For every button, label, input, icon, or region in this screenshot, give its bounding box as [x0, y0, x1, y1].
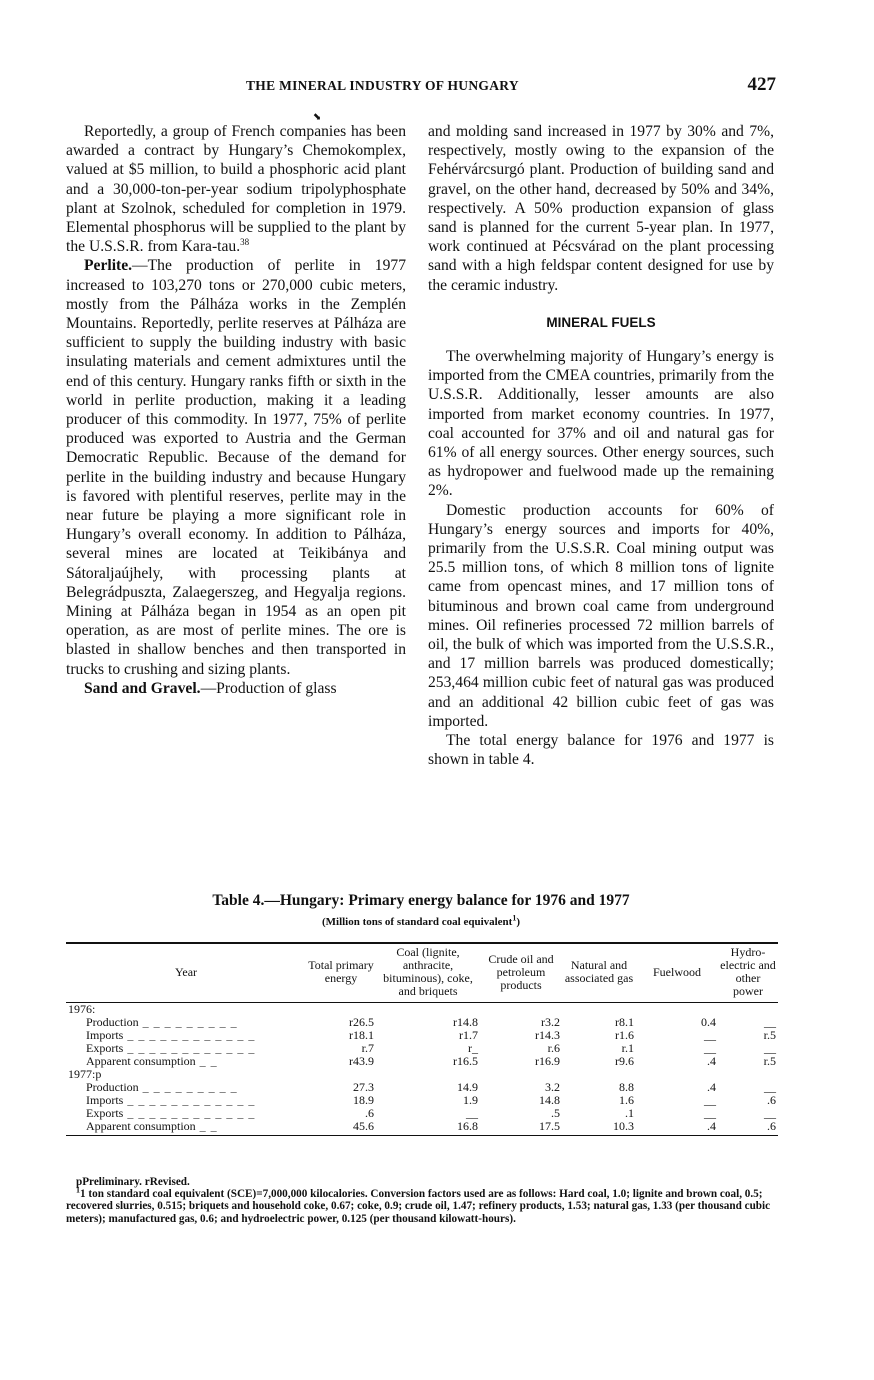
- paragraph-sand-continued: and molding sand increased in 1977 by 30% and 7%, respectively, mostly owing to the expansion of the Fehérvárcsurgó plant. Production of building sand and gravel, on the other hand, decreased by 50% and 34%, respectively. A 50% production expansion of glass sand is planned for the current 5-year plan. In 1977, work continued at Pécsvárad on the plant processing sand with a high feldspar content designed for use by the ceramic industry.: [428, 123, 774, 294]
- leader-dots: _ _: [195, 1119, 218, 1133]
- cell-crude: 17.5: [480, 1120, 562, 1136]
- col-header-fuelwood: Fuelwood: [636, 943, 718, 1003]
- cell-coal: __: [466, 1106, 478, 1120]
- sand-gravel-heading: Sand and Gravel.: [84, 679, 201, 697]
- cell-total: .6: [365, 1106, 374, 1120]
- cell-fuelwood: __: [704, 1028, 716, 1042]
- cell-fuelwood: 0.4: [701, 1015, 716, 1029]
- cell-coal: r1.7: [459, 1028, 478, 1042]
- cell-fuelwood: __: [704, 1041, 716, 1055]
- leader-dots: _ _ _ _ _ _ _ _ _: [138, 1015, 238, 1029]
- cell-crude: r16.9: [535, 1054, 560, 1068]
- leader-dots: _ _ _ _ _ _ _ _ _: [138, 1080, 238, 1094]
- table-subtitle: [66, 913, 776, 928]
- row-label: [66, 1055, 306, 1068]
- row-label-text: Imports: [86, 1028, 124, 1042]
- cell-fuelwood: .4: [707, 1054, 716, 1068]
- cell-hydro: __: [764, 1041, 776, 1055]
- reference-mark: 38: [240, 237, 250, 248]
- cell-crude: r3.2: [541, 1015, 560, 1029]
- cell-fuelwood: __: [704, 1106, 716, 1120]
- cell-hydro: .6: [718, 1120, 778, 1136]
- cell-crude: r.6: [547, 1041, 560, 1055]
- footnotes: [66, 1176, 778, 1225]
- cell-coal: 14.9: [457, 1080, 478, 1094]
- footnote-1: [66, 1185, 778, 1225]
- cell-gas: r8.1: [615, 1015, 634, 1029]
- cell-gas: r1.6: [615, 1028, 634, 1042]
- left-column: [66, 122, 406, 698]
- paragraph-text: —Production of glass: [200, 679, 337, 697]
- ornament-mark: ⬊: [313, 112, 322, 123]
- col-header-year: Year: [66, 943, 306, 1003]
- table-group-row: [66, 1003, 778, 1017]
- col-header-gas: Natural and associated gas: [562, 943, 636, 1003]
- leader-dots: _ _ _ _ _ _ _ _ _ _ _ _: [123, 1028, 256, 1042]
- cell-gas: 10.3: [562, 1120, 636, 1136]
- table-header-row: [66, 943, 778, 1003]
- paragraph-text: Reportedly, a group of French companies has been awarded a contract by Hungary’s Chemokomplex, valued at $5 million, to build a phosphoric acid plant and a 30,000-ton-per-year sodium tripolyphosphate plant at Szolnok, scheduled for completion in 1979. Elemental phosphorus will be supplied to the plant by the U.S.S.R. from Kara-tau.: [66, 123, 406, 256]
- perlite-heading: Perlite.: [84, 257, 133, 275]
- paragraph-energy-balance: The total energy balance for 1976 and 1977 is shown in table 4.: [428, 732, 774, 769]
- cell-total: r43.9: [349, 1054, 374, 1068]
- table-row: [66, 1055, 778, 1068]
- cell-total: r26.5: [349, 1015, 374, 1029]
- cell-coal: 16.8: [376, 1120, 480, 1136]
- row-label: [66, 1120, 306, 1136]
- footnote-symbols: pPreliminary. rRevised.: [76, 1176, 190, 1188]
- col-header-hydro: Hydro-electric and other power: [718, 943, 778, 1003]
- cell-coal: r16.5: [453, 1054, 478, 1068]
- col-header-coal: Coal (lignite, anthracite, bituminous), coke, and briquets: [376, 943, 480, 1003]
- cell-coal: r14.8: [453, 1015, 478, 1029]
- paragraph-perlite: [66, 256, 406, 678]
- cell-coal: 1.9: [463, 1093, 478, 1107]
- cell-gas: r9.6: [615, 1054, 634, 1068]
- row-label-text: Exports: [86, 1041, 124, 1055]
- cell-hydro: __: [764, 1106, 776, 1120]
- footnote-mark: 1: [512, 913, 517, 923]
- cell-total: r.7: [361, 1041, 374, 1055]
- cell-gas: 8.8: [619, 1080, 634, 1094]
- cell-gas: .1: [625, 1106, 634, 1120]
- table-subtitle-end: ): [516, 916, 521, 928]
- row-label-text: Apparent consumption: [86, 1119, 196, 1133]
- cell-total: 18.9: [353, 1093, 374, 1107]
- row-label-text: Apparent consumption: [86, 1054, 196, 1068]
- footnote-mark: 1: [76, 1185, 80, 1195]
- cell-crude: r14.3: [535, 1028, 560, 1042]
- cell-hydro: r.5: [763, 1028, 776, 1042]
- cell-fuelwood: .4: [707, 1080, 716, 1094]
- section-heading-mineral-fuels: MINERAL FUELS: [546, 314, 656, 330]
- cell-hydro: __: [764, 1080, 776, 1094]
- page-header: [66, 74, 776, 100]
- table-body: [66, 1003, 778, 1136]
- leader-dots: _ _: [195, 1054, 218, 1068]
- group-label: 1976:: [68, 1002, 96, 1016]
- row-label-text: Imports: [86, 1093, 124, 1107]
- cell-hydro: __: [764, 1015, 776, 1029]
- table-row: [66, 1120, 778, 1136]
- cell-gas: r.1: [621, 1041, 634, 1055]
- leader-dots: _ _ _ _ _ _ _ _ _ _ _ _: [123, 1106, 256, 1120]
- cell-total: r18.1: [349, 1028, 374, 1042]
- paragraph-energy-imports: The overwhelming majority of Hungary’s energy is imported from the CMEA countries, primarily from the U.S.S.R. Additionally, lesser amounts are also imported from market economy countries. In 1977, coal accounted for 37% and oil and natural gas for 61% of all energy sources. Other energy sources, such as hydropower and fuelwood made up the remaining 2%.: [428, 348, 774, 500]
- cell-crude: .5: [551, 1106, 560, 1120]
- row-label-text: Production: [86, 1015, 139, 1029]
- leader-dots: _ _ _ _ _ _ _ _ _ _ _ _: [123, 1093, 256, 1107]
- paragraph-sand-gravel: [66, 679, 406, 698]
- group-label: 1977:p: [68, 1067, 102, 1081]
- cell-coal: r_: [468, 1041, 478, 1055]
- cell-hydro: .6: [767, 1093, 776, 1107]
- paragraph-text: —The production of perlite in 1977 increased to 103,270 tons or 270,000 cubic meters, mostly from the Pálháza works in the Zemplén Mountains. Reportedly, perlite reserves at Pálháza are sufficient to supply the building industry with basic insulating materials and cement admixtures until the end of this century. Hungary ranks fifth or sixth in the world in perlite production, making it a leading producer of this commodity. In 1977, 75% of perlite produced was exported to Austria and the German Democratic Republic. Because of the demand for perlite in the building industry and because Hungary is favored with plentiful reserves, perlite may in the near future be playing a more significant role in Hungary’s overall economy. In addition to Pálháza, several mines are located at Teikibánya and Sátoraljaújhely, with processing plants at Belegrádpuszta, Zalaegerszeg, and Hegyalja regions. Mining at Pálháza began in 1954 as an open pit operation, as are most of perlite mines. The ore is blasted in shallow benches and then transported in trucks to crushing and sizing plants.: [66, 257, 406, 678]
- cell-hydro: r.5: [763, 1054, 776, 1068]
- table-subtitle-text: (Million tons of standard coal equivalent: [321, 916, 513, 928]
- col-header-total: Total primary energy: [306, 943, 376, 1003]
- paragraph-domestic-production: Domestic production accounts for 60% of Hungary’s energy sources and imports for 40%, primarily from the U.S.S.R. Coal mining output was 25.5 million tons, of which 8 million tons of lignite came from opencast mines, and 17 million tons of bituminous and brown coal came from underground mines. Oil refineries processed 72 million barrels of oil, the bulk of which was imported from the U.S.S.R., and 17 million barrels was produced domestically; 253,464 million cubic feet of natural gas was produced and an additional 42 billion cubic feet of gas was imported.: [428, 501, 774, 730]
- cell-gas: 1.6: [619, 1093, 634, 1107]
- row-label-text: Exports: [86, 1106, 124, 1120]
- cell-total: 45.6: [306, 1120, 376, 1136]
- cell-fuelwood: __: [704, 1093, 716, 1107]
- leader-dots: _ _ _ _ _ _ _ _ _ _ _ _: [123, 1041, 256, 1055]
- energy-balance-table: [66, 942, 778, 1136]
- cell-crude: 14.8: [539, 1093, 560, 1107]
- cell-fuelwood: .4: [636, 1120, 718, 1136]
- running-title: THE MINERAL INDUSTRY OF HUNGARY: [246, 78, 519, 93]
- cell-total: 27.3: [353, 1080, 374, 1094]
- col-header-crude: Crude oil and petroleum products: [480, 943, 562, 1003]
- right-column: [428, 122, 774, 770]
- row-label-text: Production: [86, 1080, 139, 1094]
- table-title: Table 4.—Hungary: Primary energy balance for 1976 and 1977: [212, 892, 630, 909]
- footnote-1-text: 1 ton standard coal equivalent (SCE)=7,000,000 kilocalories. Conversion factors used are as follows: Hard coal, 1.0; lignite and brown coal, 0.5; recovered slurries, 0.515; briquets and household coke, 0.67; coke, 0.9; crude oil, 1.47; refinery products, 1.53; natural gas, 1.33 (per thousand cubic meters); manufactured gas, 0.6; and hydroelectric power, 0.125 (per thousand kilowatt-hours).: [66, 1188, 771, 1225]
- paragraph-phosphate: [66, 122, 406, 256]
- page-number: 427: [747, 74, 776, 95]
- cell-crude: 3.2: [545, 1080, 560, 1094]
